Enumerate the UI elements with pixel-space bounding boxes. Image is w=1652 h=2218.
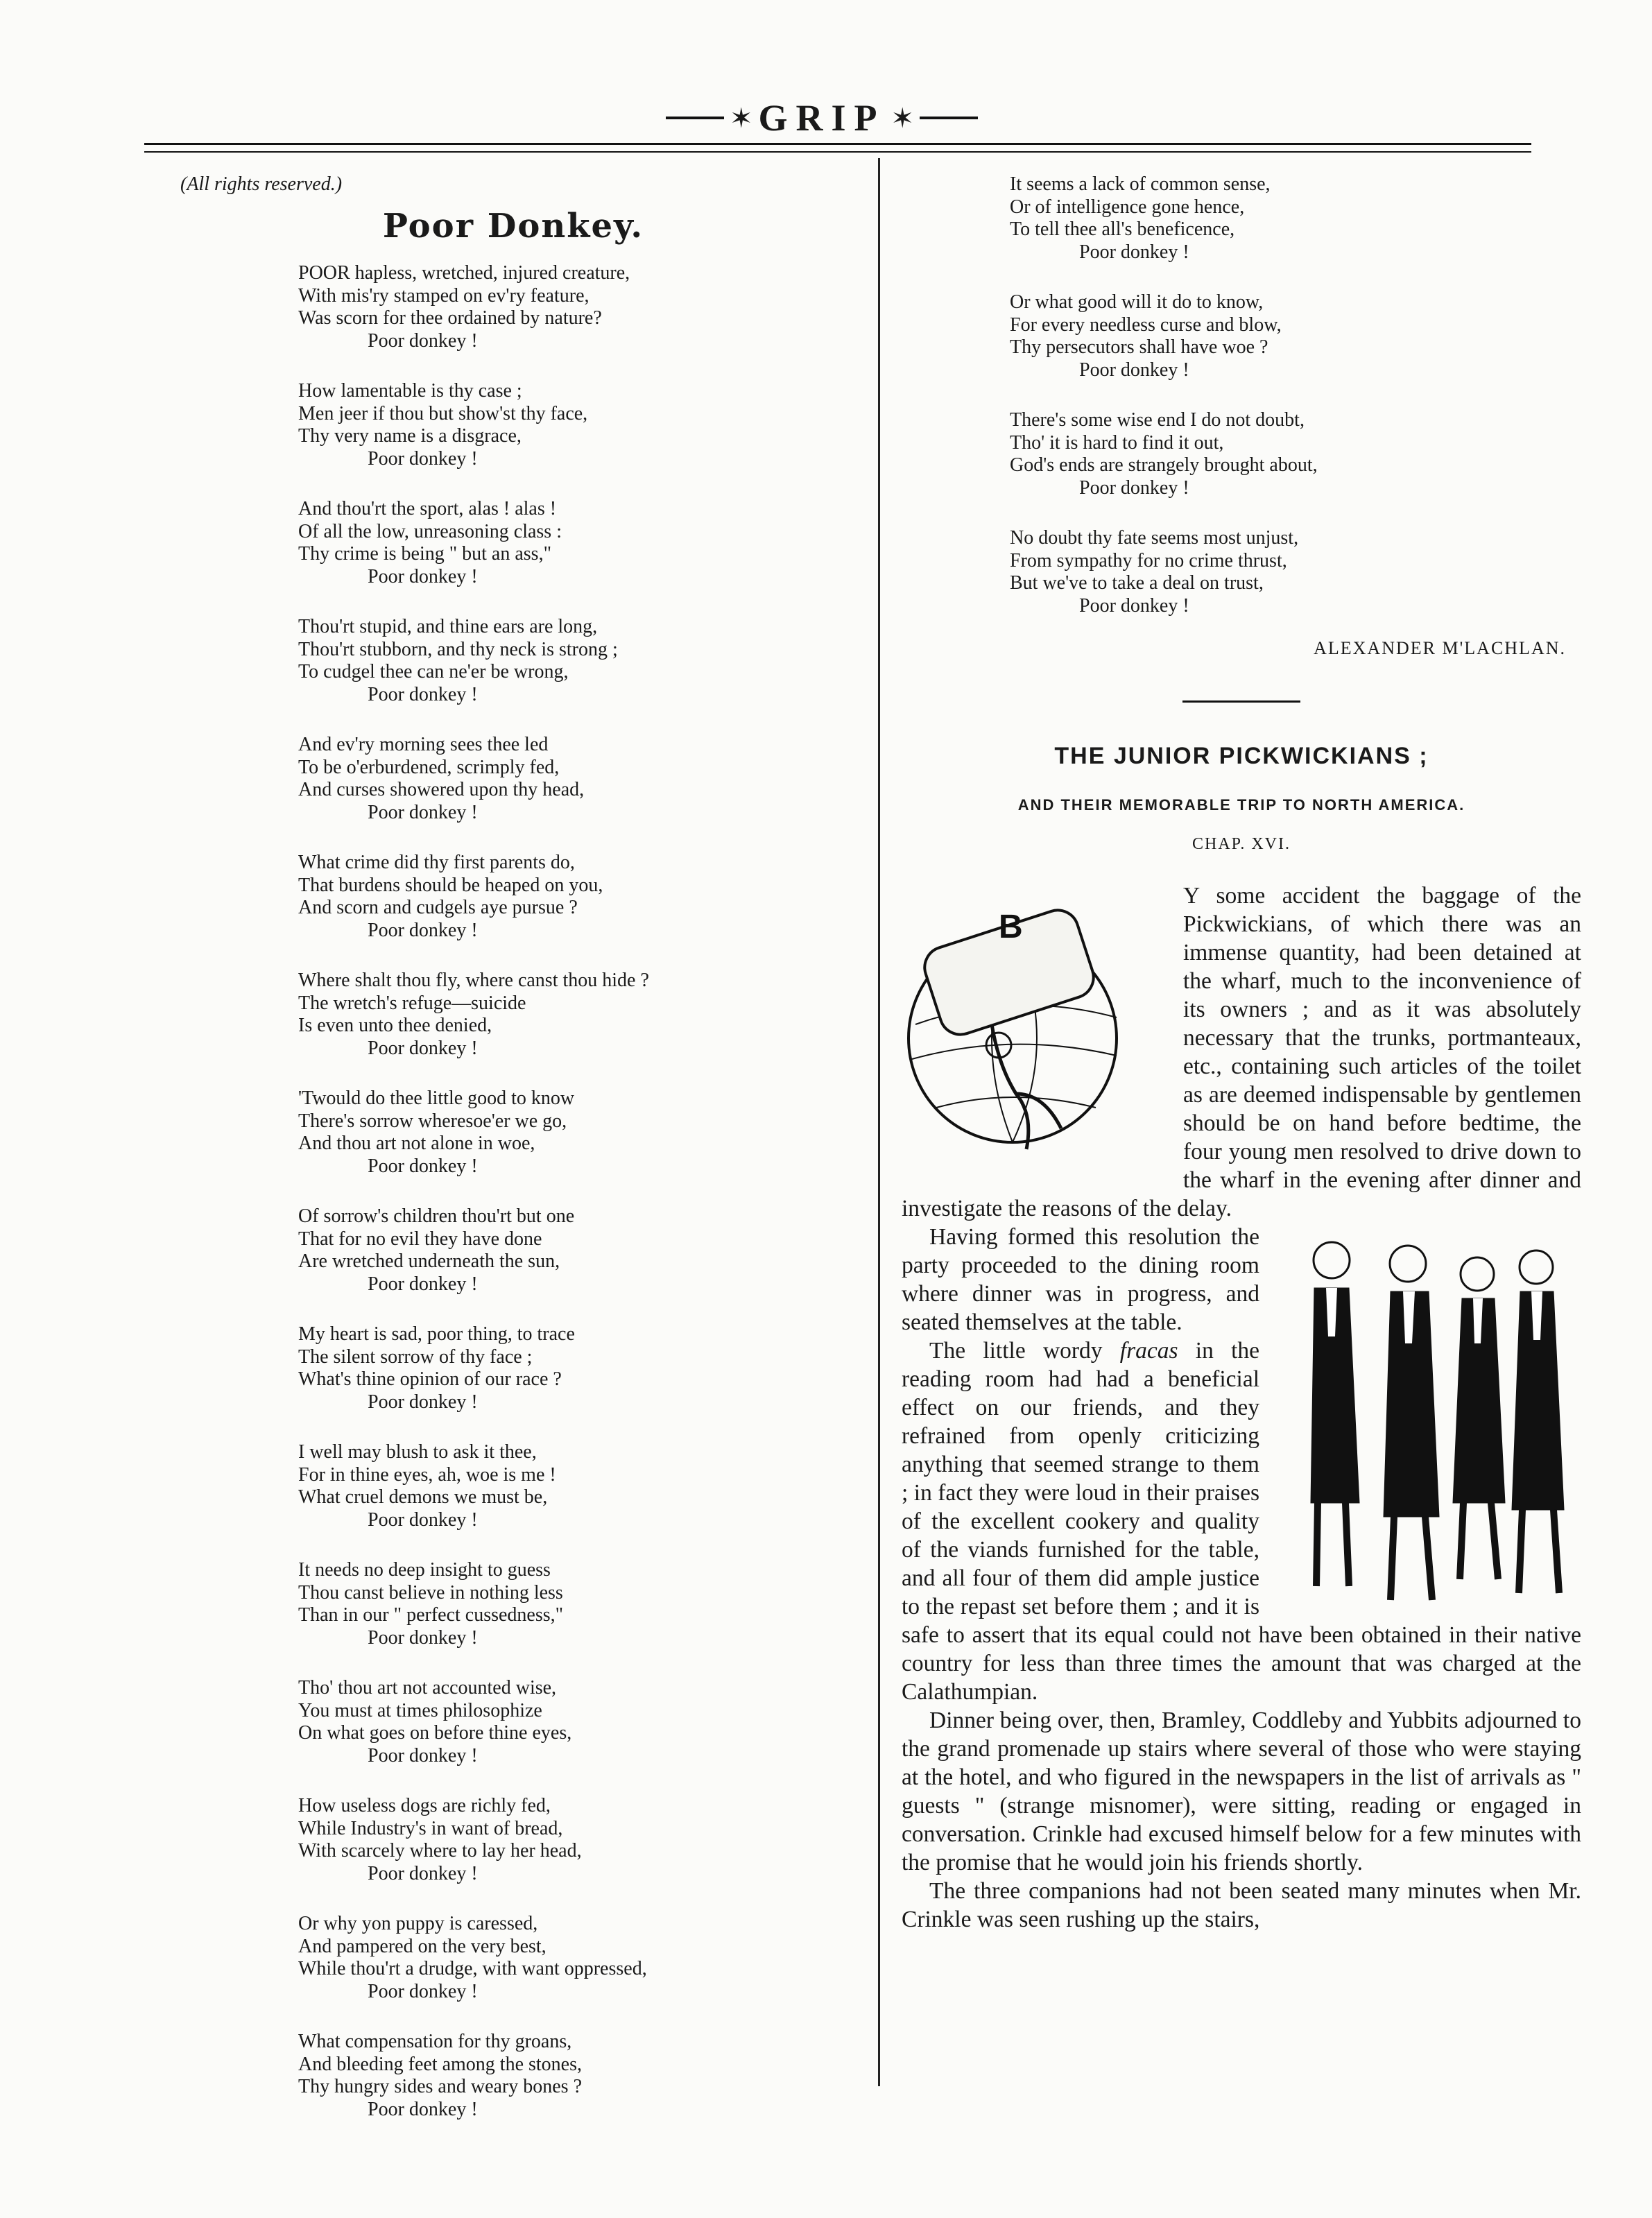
poem-stanza xyxy=(298,1677,860,1767)
poem-line: The silent sorrow of thy face ; xyxy=(298,1346,533,1368)
poem-refrain: Poor donkey ! xyxy=(1079,476,1189,499)
poem-refrain: Poor donkey ! xyxy=(368,329,478,352)
poem-line: There's sorrow wheresoe'er we go, xyxy=(298,1110,567,1132)
poem-stanza xyxy=(298,1441,860,1531)
poem-refrain: Poor donkey ! xyxy=(368,1273,478,1295)
poem-line: And thou art not alone in woe, xyxy=(298,1133,535,1154)
story-subtitle: AND THEIR MEMORABLE TRIP TO NORTH AMERICA. xyxy=(1017,796,1465,814)
poem-line: For every needless curse and blow, xyxy=(1010,313,1282,336)
poem-line: What's thine opinion of our race ? xyxy=(298,1368,562,1390)
poem-line: The wretch's refuge—suicide xyxy=(298,992,526,1014)
paragraph-text: Y some accident the baggage of the Pickwickians, of which there was an immense quantity, had been detained at the wharf, much to the inconvenience of its owners ; and as it was absolutely necessary that the trunks, portmanteaux, etc., containing such articles of the toilet as are deemed indispensable by gentlemen should be on hand before bedtime, the four young men resolved to drive down to the wharf in the evening after dinner and investigate the reasons of the delay. xyxy=(902,883,1581,1221)
poem-line: What cruel demons we must be, xyxy=(298,1486,548,1508)
poem-refrain: Poor donkey ! xyxy=(368,1391,478,1413)
chapter-heading: CHAP. XVI. xyxy=(1191,835,1291,853)
poem-refrain: Poor donkey ! xyxy=(368,447,478,470)
story-body xyxy=(902,882,1581,1934)
poem-stanza xyxy=(298,616,860,706)
poem-line: Or what good will it do to know, xyxy=(1010,291,1264,313)
poem-line: No doubt thy fate seems most unjust, xyxy=(1010,527,1299,549)
poem-line: Men jeer if thou but show'st thy face, xyxy=(298,402,588,424)
poem-refrain: Poor donkey ! xyxy=(1079,594,1189,617)
poem-refrain: Poor donkey ! xyxy=(368,683,478,705)
poem-line: And pampered on the very best, xyxy=(298,1935,547,1957)
poem-stanza xyxy=(298,852,860,942)
poem-line: With scarcely where to lay her head, xyxy=(298,1840,582,1862)
trunk-letter: B xyxy=(999,909,1023,945)
poem-line: And ev'ry morning sees thee led xyxy=(298,734,549,755)
poem-refrain: Poor donkey ! xyxy=(1079,241,1189,263)
italic-word: fracas xyxy=(1119,1338,1178,1364)
poem-line: Thy crime is being " but an ass," xyxy=(298,543,552,565)
poem-stanza xyxy=(298,734,860,824)
poem-line: Tho' it is hard to find it out, xyxy=(1010,431,1224,454)
poem-stanza xyxy=(1010,527,1581,617)
story-paragraph xyxy=(902,1877,1581,1934)
poem-stanza xyxy=(298,380,860,470)
paragraph-text: Dinner being over, then, Bramley, Coddleby and Yubbits adjourned to the grand promenade up stairs where several of those who were staying at the hotel, and who figured in the newspapers in the list of arrivals as " guests " (strange misnomer), were sitting, reading or engaged in conversation. Crinkle had excused himself below for a few minutes with the promise that he would join his friends shortly. xyxy=(902,1708,1581,1875)
poem-stanza xyxy=(298,498,860,588)
poem-line: Was scorn for thee ordained by nature? xyxy=(298,307,602,329)
poem-refrain: Poor donkey ! xyxy=(368,1744,478,1766)
star-ornament-icon: ✶ xyxy=(890,102,915,134)
story-paragraph xyxy=(902,1706,1581,1877)
poem-line: Or why yon puppy is caressed, xyxy=(298,1913,538,1934)
column-divider xyxy=(878,158,880,2086)
poem-line: While Industry's in want of bread, xyxy=(298,1817,563,1839)
poem-refrain: Poor donkey ! xyxy=(1079,359,1189,381)
poem-line: That for no evil they have done xyxy=(298,1228,542,1250)
poem-line: Is even unto thee denied, xyxy=(298,1015,492,1036)
poem-refrain: Poor donkey ! xyxy=(368,1626,478,1649)
poem-refrain: Poor donkey ! xyxy=(368,1037,478,1059)
poem-line: 'Twould do thee little good to know xyxy=(298,1087,575,1109)
poem-line: Thy very name is a disgrace, xyxy=(298,425,522,447)
poem-refrain: Poor donkey ! xyxy=(368,1862,478,1884)
poem-line: It seems a lack of common sense, xyxy=(1010,173,1271,195)
poem-line: On what goes on before thine eyes, xyxy=(298,1722,572,1744)
paragraph-text: The three companions had not been seated many minutes when Mr. Crinkle was seen rushing up the stairs, xyxy=(902,1878,1581,1932)
masthead-title: GRIP xyxy=(758,97,886,139)
poem-line: Thou canst believe in nothing less xyxy=(298,1581,563,1604)
poem-stanza xyxy=(298,2031,860,2121)
poem-stanza xyxy=(298,1205,860,1296)
poem-line: And bleeding feet among the stones, xyxy=(298,2053,583,2075)
poem-refrain: Poor donkey ! xyxy=(368,801,478,823)
poem-author: ALEXANDER M'LACHLAN. xyxy=(1314,638,1566,658)
poem-line: And thou'rt the sport, alas ! alas ! xyxy=(298,498,557,519)
poem-line: God's ends are strangely brought about, xyxy=(1010,454,1318,476)
poem-line: What crime did thy first parents do, xyxy=(298,852,575,873)
poem-title: Poor Donkey. xyxy=(382,207,644,246)
four-gentlemen-illustration xyxy=(1269,1226,1581,1614)
poem-line: Are wretched underneath the sun, xyxy=(298,1250,560,1272)
poem-line: From sympathy for no crime thrust, xyxy=(1010,549,1287,571)
left-column xyxy=(166,173,860,2149)
poem-stanza xyxy=(1010,173,1581,264)
header-rule xyxy=(144,151,1531,153)
poem-line: Of sorrow's children thou'rt but one xyxy=(298,1205,575,1227)
poem-line: How lamentable is thy case ; xyxy=(298,380,522,402)
poem-line: There's some wise end I do not doubt, xyxy=(1010,409,1305,431)
poem-line: To be o'erburdened, scrimply fed, xyxy=(298,756,560,778)
star-ornament-icon: ✶ xyxy=(729,102,753,134)
poem-line: How useless dogs are richly fed, xyxy=(298,1795,551,1816)
poem-line: And scorn and cudgels aye pursue ? xyxy=(298,897,578,918)
poem-line: Thou'rt stubborn, and thy neck is strong ; xyxy=(298,638,618,660)
poem-line: What compensation for thy groans, xyxy=(298,2031,572,2052)
poem-line: That burdens should be heaped on you, xyxy=(298,874,603,896)
rights-notice: (All rights reserved.) xyxy=(180,173,343,195)
poem-line: Where shalt thou fly, where canst thou hide ? xyxy=(298,970,649,991)
poem-line: With mis'ry stamped on ev'ry feature, xyxy=(298,284,590,307)
paragraph-text: Having formed this resolution the party proceeded to the dining room where dinner was in progress, and seated themselves at the table. xyxy=(902,1224,1259,1335)
poem-line: But we've to take a deal on trust, xyxy=(1010,572,1264,594)
poem-refrain: Poor donkey ! xyxy=(368,2098,478,2120)
poem-line: And curses showered upon thy head, xyxy=(298,779,585,800)
poem-line: Of all the low, unreasoning class : xyxy=(298,520,562,542)
poem-line: POOR hapless, wretched, injured creature, xyxy=(298,262,630,284)
poem-refrain: Poor donkey ! xyxy=(368,1508,478,1531)
poem-line: Than in our " perfect cussedness," xyxy=(298,1604,564,1626)
poem-stanza xyxy=(1010,291,1581,381)
poem-line: While thou'rt a drudge, with want oppressed, xyxy=(298,1958,647,1979)
poem-line: Thou'rt stupid, and thine ears are long, xyxy=(298,616,598,637)
poem-line: For in thine eyes, ah, woe is me ! xyxy=(298,1463,556,1486)
header-rule xyxy=(144,143,1531,145)
poem-line: Thy hungry sides and weary bones ? xyxy=(298,2076,583,2097)
globe-trunk-illustration xyxy=(895,886,1172,1184)
paragraph-text: in the reading room had had a beneficial effect on our friends, and they refrained from openly criticizing anything that seemed strange to them ; in fact they were loud in their praises of the excellent cookery and quality of the viands furnished for the table, and all four of them did ample justice to the repast set before them ; and it is safe to assert that its equal could not have been obtained in their native country for less than three times the amount that was charged at the Calathumpian. xyxy=(902,1338,1581,1705)
poem-line: Tho' thou art not accounted wise, xyxy=(298,1677,557,1699)
poem-stanzas-right xyxy=(902,173,1581,617)
paragraph-text: The little wordy xyxy=(929,1338,1120,1364)
poem-line: To tell thee all's beneficence, xyxy=(1010,218,1235,240)
poem-stanza xyxy=(298,1087,860,1178)
poem-line: To cudgel thee can ne'er be wrong, xyxy=(298,661,569,682)
poem-line: Or of intelligence gone hence, xyxy=(1010,196,1245,218)
poem-refrain: Poor donkey ! xyxy=(368,919,478,941)
poem-refrain: Poor donkey ! xyxy=(368,1155,478,1177)
poem-stanza xyxy=(298,1795,860,1885)
poem-stanza xyxy=(298,970,860,1060)
story-title: THE JUNIOR PICKWICKIANS ; xyxy=(1054,743,1429,769)
masthead xyxy=(666,90,978,146)
poem-stanza xyxy=(298,262,860,352)
poem-line: I well may blush to ask it thee, xyxy=(298,1441,537,1463)
poem-refrain: Poor donkey ! xyxy=(368,565,478,587)
poem-line: Thy persecutors shall have woe ? xyxy=(1010,336,1268,358)
poem-stanza xyxy=(298,1559,860,1649)
right-column xyxy=(902,173,1581,1934)
poem-line: You must at times philosophize xyxy=(298,1699,542,1721)
poem-refrain: Poor donkey ! xyxy=(368,1980,478,2002)
poem-stanza xyxy=(1010,409,1581,499)
poem-line: My heart is sad, poor thing, to trace xyxy=(298,1323,575,1345)
poem-stanzas-left xyxy=(166,262,860,2121)
poem-stanza xyxy=(298,1323,860,1413)
section-rule xyxy=(1182,700,1300,703)
poem-line: It needs no deep insight to guess xyxy=(298,1559,551,1581)
poem-stanza xyxy=(298,1913,860,2003)
